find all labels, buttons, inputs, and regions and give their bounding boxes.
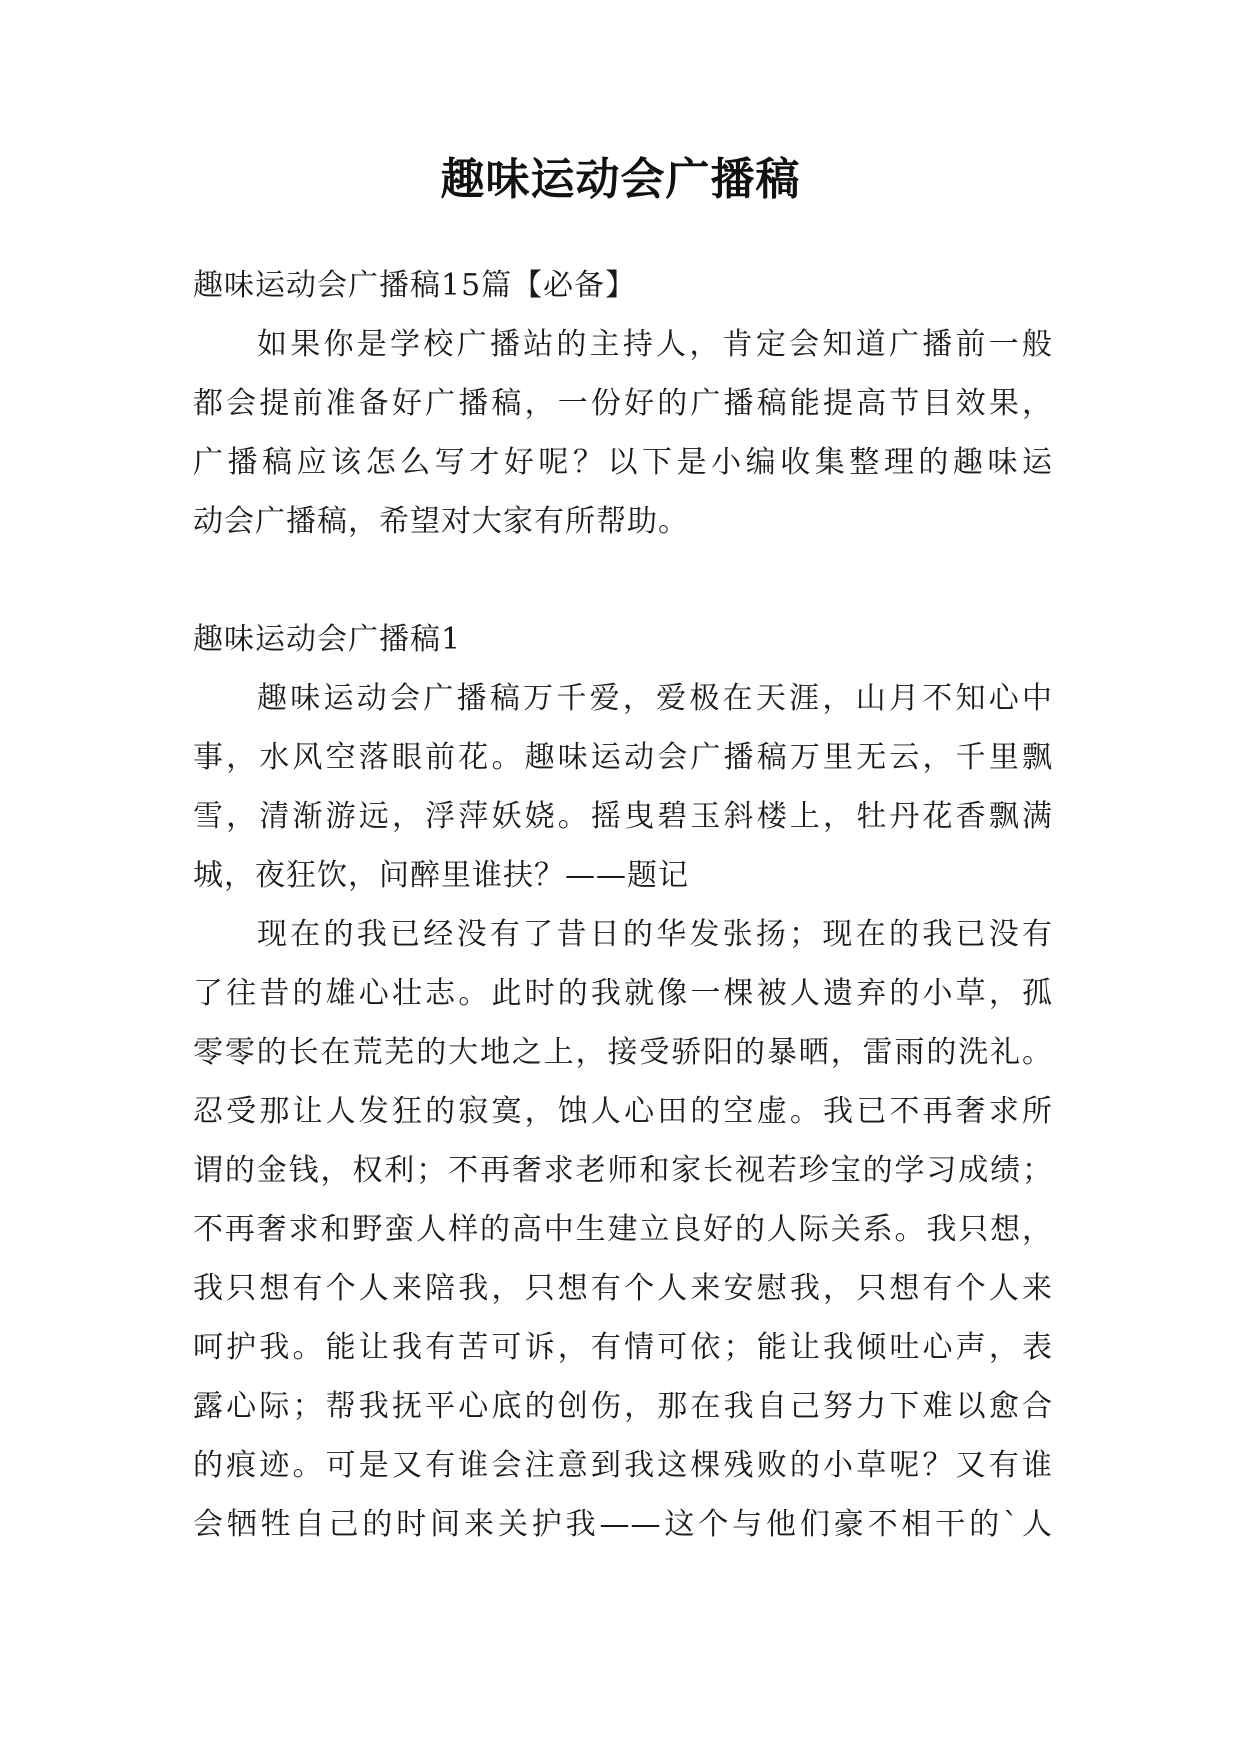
paragraph-line: 的痕迹。可是又有谁会注意到我这棵残败的小草呢？又有谁 [193, 1448, 1053, 1483]
section-heading: 趣味运动会广播稿1 [193, 622, 462, 657]
paragraph-line: 动会广播稿，希望对大家有所帮助。 [193, 504, 689, 539]
document-body [193, 256, 1053, 1554]
paragraph-line: 现在的我已经没有了昔日的华发张扬；现在的我已没有 [257, 917, 1053, 952]
paragraph-spacer [193, 551, 1053, 610]
paragraph-line: 如果你是学校广播站的主持人，肯定会知道广播前一般 [257, 327, 1053, 362]
paragraph-line: 呵护我。能让我有苦可诉，有情可依；能让我倾吐心声，表 [193, 1330, 1053, 1365]
document-title: 趣味运动会广播稿 [440, 154, 801, 205]
document-subtitle: 趣味运动会广播稿15篇【必备】 [193, 268, 637, 303]
paragraph-line: 忍受那让人发狂的寂寞，蚀人心田的空虚。我已不再奢求所 [193, 1094, 1053, 1129]
paragraph-line: 了往昔的雄心壮志。此时的我就像一棵被人遗弃的小草，孤 [193, 976, 1053, 1011]
paragraph-line: 会牺牲自己的时间来关护我——这个与他们豪不相干的`人 [193, 1507, 1053, 1542]
intro-paragraph [193, 315, 1053, 551]
paragraph-line: 雪，清渐游远，浮萍妖娆。摇曳碧玉斜楼上，牡丹花香飘满 [193, 799, 1053, 834]
paragraph-line: 广播稿应该怎么写才好呢？以下是小编收集整理的趣味运 [193, 445, 1053, 480]
paragraph-line: 谓的金钱，权利；不再奢求老师和家长视若珍宝的学习成绩； [193, 1153, 1053, 1188]
paragraph-line: 我只想有个人来陪我，只想有个人来安慰我，只想有个人来 [193, 1271, 1053, 1306]
paragraph-line: 都会提前准备好广播稿，一份好的广播稿能提高节目效果， [193, 386, 1053, 421]
section1-paragraph-1 [193, 669, 1053, 905]
paragraph-line: 趣味运动会广播稿万千爱，爱极在天涯，山月不知心中 [257, 681, 1053, 716]
paragraph-line: 事，水风空落眼前花。趣味运动会广播稿万里无云，千里飘 [193, 740, 1053, 775]
paragraph-line: 城，夜狂饮，问醉里谁扶？——题记 [193, 858, 689, 893]
paragraph-line: 露心际；帮我抚平心底的创伤，那在我自己努力下难以愈合 [193, 1389, 1053, 1424]
paragraph-line: 零零的长在荒芜的大地之上，接受骄阳的暴晒，雷雨的洗礼。 [193, 1035, 1053, 1070]
paragraph-line: 不再奢求和野蛮人样的高中生建立良好的人际关系。我只想， [193, 1212, 1053, 1247]
section1-paragraph-2 [193, 905, 1053, 1554]
